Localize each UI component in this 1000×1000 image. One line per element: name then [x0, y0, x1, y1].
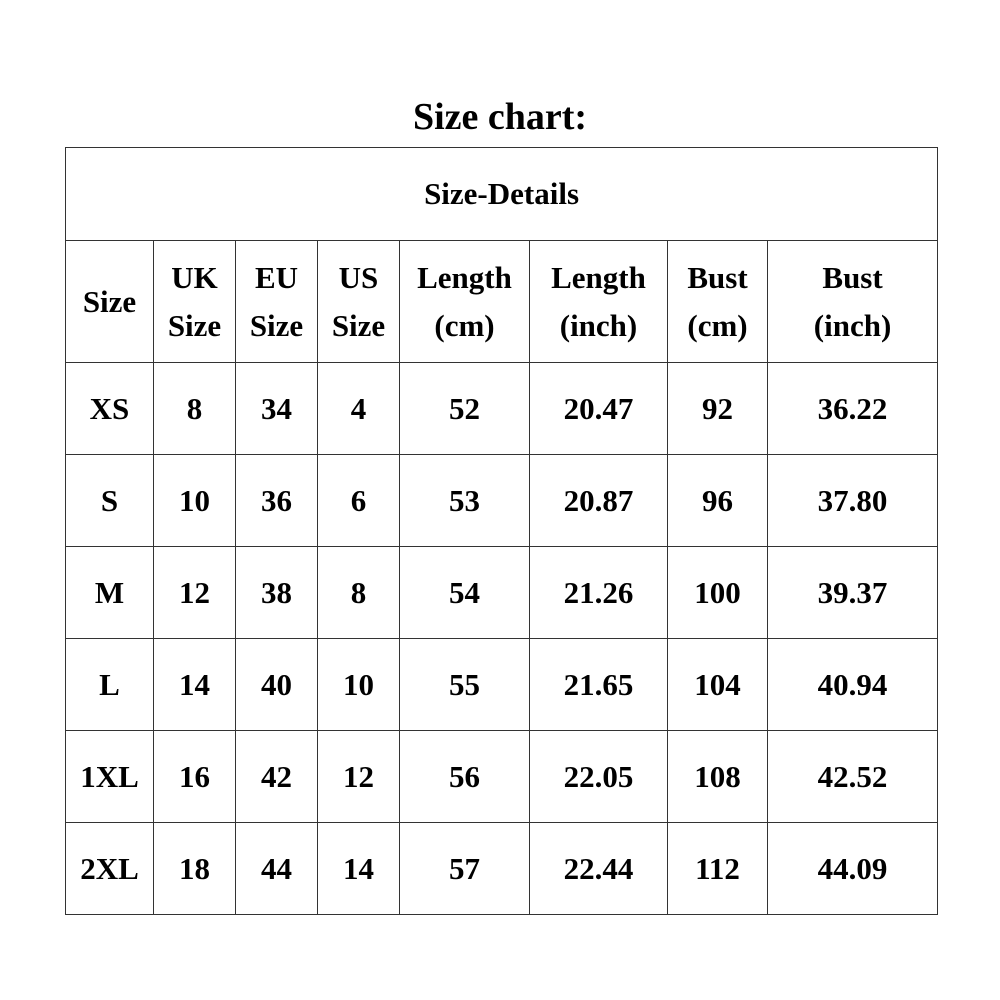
- table-cell: S: [66, 455, 154, 547]
- header-text: Length: [417, 259, 512, 295]
- table-cell: 4: [318, 363, 400, 455]
- table-cell: 56: [400, 731, 530, 823]
- table-cell: M: [66, 547, 154, 639]
- column-header-us-size: [318, 241, 400, 363]
- page-title: Size chart:: [412, 96, 588, 138]
- table-row: [66, 363, 938, 455]
- table-cell: 40.94: [768, 639, 938, 731]
- table-cell: 34: [236, 363, 318, 455]
- table-row: [66, 547, 938, 639]
- header-text: (inch): [559, 307, 638, 343]
- table-header-row: [66, 241, 938, 363]
- table-cell: 1XL: [66, 731, 154, 823]
- header-text: (cm): [434, 307, 495, 343]
- table-cell: 36: [236, 455, 318, 547]
- table-cell: 12: [318, 731, 400, 823]
- table-cell: 42.52: [768, 731, 938, 823]
- header-text: (inch): [813, 307, 892, 343]
- table-cell: 18: [154, 823, 236, 915]
- header-text: (cm): [687, 307, 748, 343]
- table-cell: 108: [668, 731, 768, 823]
- table-cell: 52: [400, 363, 530, 455]
- header-text: UK: [171, 259, 218, 295]
- column-header-uk-size: [154, 241, 236, 363]
- column-header-eu-size: [236, 241, 318, 363]
- table-cell: 53: [400, 455, 530, 547]
- table-cell: 22.05: [530, 731, 668, 823]
- table-caption-row: [66, 148, 938, 241]
- table-cell: 2XL: [66, 823, 154, 915]
- header-text: Bust: [687, 259, 748, 295]
- table-cell: 10: [318, 639, 400, 731]
- header-text: Size: [167, 307, 222, 343]
- header-text: US: [338, 259, 379, 295]
- header-text: EU: [254, 259, 299, 295]
- header-text: Length: [551, 259, 646, 295]
- table-caption: Size-Details: [66, 148, 938, 241]
- table-cell: 54: [400, 547, 530, 639]
- table-cell: 12: [154, 547, 236, 639]
- column-header-bust-inch: [768, 241, 938, 363]
- table-cell: 20.87: [530, 455, 668, 547]
- table-cell: 21.65: [530, 639, 668, 731]
- table-cell: 8: [154, 363, 236, 455]
- table-cell: 92: [668, 363, 768, 455]
- table-cell: XS: [66, 363, 154, 455]
- table-cell: 16: [154, 731, 236, 823]
- table-cell: 22.44: [530, 823, 668, 915]
- table-cell: 44.09: [768, 823, 938, 915]
- table-row: [66, 731, 938, 823]
- table-row: [66, 823, 938, 915]
- table-row: [66, 639, 938, 731]
- table-cell: 112: [668, 823, 768, 915]
- size-chart-table: [65, 147, 938, 915]
- column-header-size: [66, 241, 154, 363]
- table-cell: L: [66, 639, 154, 731]
- table-cell: 14: [318, 823, 400, 915]
- table-cell: 36.22: [768, 363, 938, 455]
- column-header-length-cm: [400, 241, 530, 363]
- table-cell: 6: [318, 455, 400, 547]
- table-cell: 55: [400, 639, 530, 731]
- table-cell: 42: [236, 731, 318, 823]
- table-cell: 40: [236, 639, 318, 731]
- table-cell: 21.26: [530, 547, 668, 639]
- header-text: Size: [82, 283, 137, 319]
- table-cell: 8: [318, 547, 400, 639]
- table-cell: 96: [668, 455, 768, 547]
- table-cell: 14: [154, 639, 236, 731]
- table-cell: 57: [400, 823, 530, 915]
- header-text: Size: [249, 307, 304, 343]
- table-cell: 10: [154, 455, 236, 547]
- header-text: Size: [331, 307, 386, 343]
- table-cell: 100: [668, 547, 768, 639]
- table-cell: 20.47: [530, 363, 668, 455]
- table-cell: 104: [668, 639, 768, 731]
- table-cell: 38: [236, 547, 318, 639]
- column-header-bust-cm: [668, 241, 768, 363]
- table-cell: 37.80: [768, 455, 938, 547]
- column-header-length-inch: [530, 241, 668, 363]
- table-cell: 39.37: [768, 547, 938, 639]
- table-row: [66, 455, 938, 547]
- header-text: Bust: [822, 259, 883, 295]
- table-cell: 44: [236, 823, 318, 915]
